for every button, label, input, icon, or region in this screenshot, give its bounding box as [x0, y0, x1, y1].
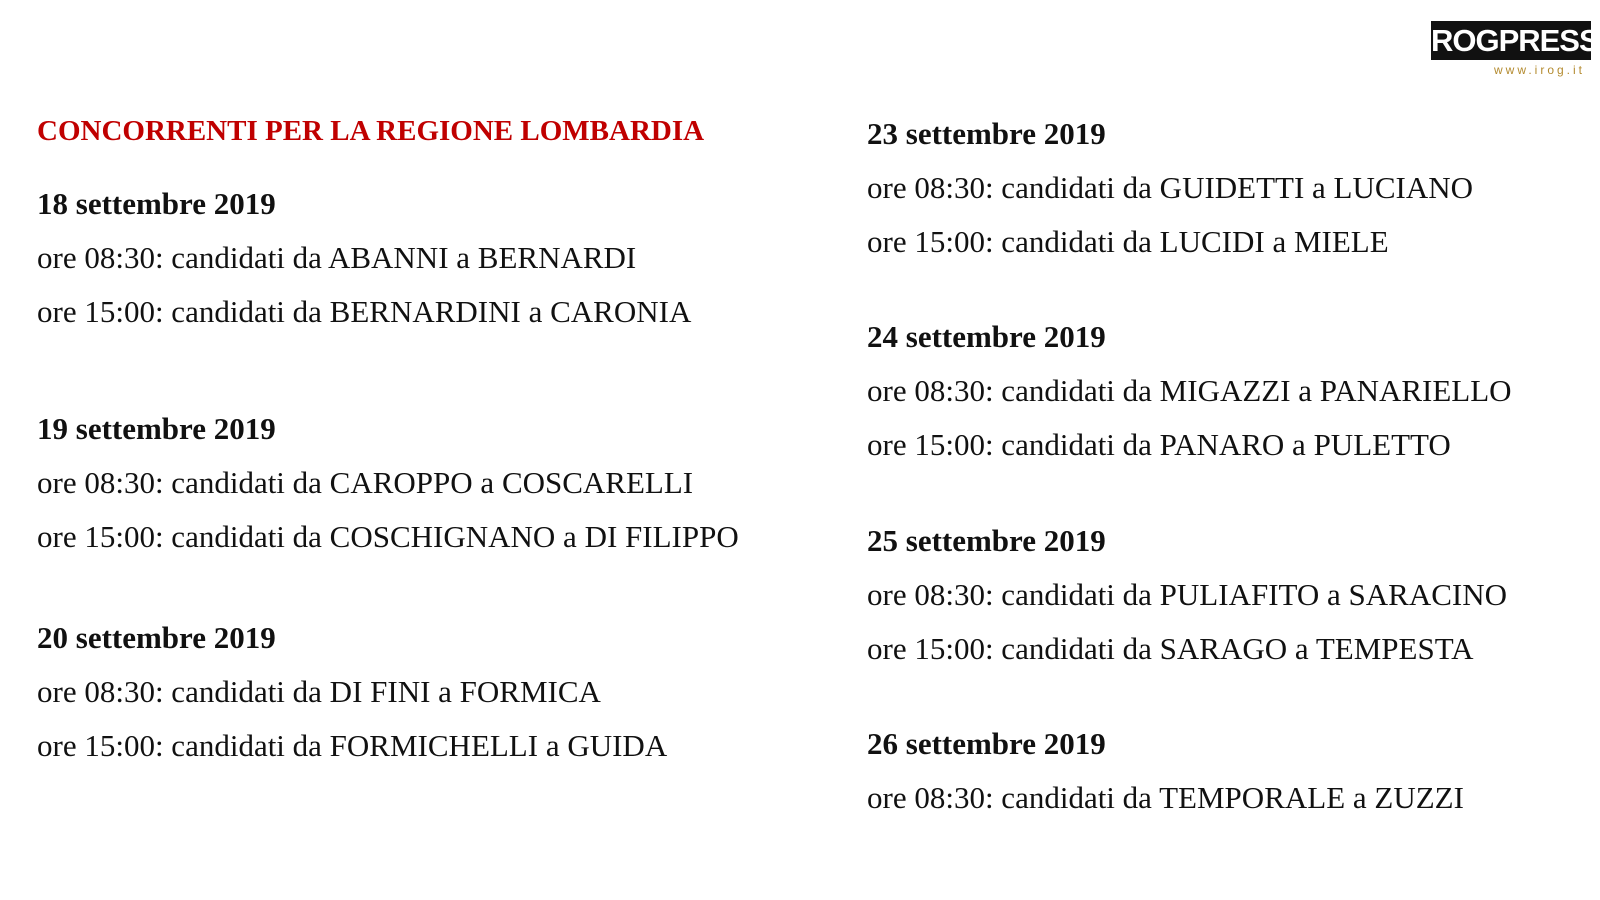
irog-press-logo	[1423, 21, 1599, 77]
logo-url: www.irog.it	[1493, 63, 1585, 77]
day-date: 19 settembre 2019	[37, 411, 276, 446]
time-slot: ore 15:00: candidati da BERNARDINI a CARONIA	[37, 294, 692, 329]
day-block	[37, 413, 739, 552]
day-date: 18 settembre 2019	[37, 186, 276, 221]
day-block	[37, 188, 691, 327]
time-slot: ore 08:30: candidati da CAROPPO a COSCARELLI	[37, 465, 694, 500]
day-block	[867, 728, 1464, 813]
time-slot: ore 15:00: candidati da LUCIDI a MIELE	[867, 224, 1389, 259]
day-date: 23 settembre 2019	[867, 116, 1106, 151]
day-block	[867, 118, 1473, 257]
time-slot: ore 08:30: candidati da TEMPORALE a ZUZZI	[867, 780, 1464, 815]
day-date: 20 settembre 2019	[37, 620, 276, 655]
day-block	[37, 622, 667, 761]
day-date: 25 settembre 2019	[867, 523, 1106, 558]
time-slot: ore 08:30: candidati da MIGAZZI a PANARIELLO	[867, 373, 1512, 408]
day-date: 24 settembre 2019	[867, 319, 1106, 354]
day-date: 26 settembre 2019	[867, 726, 1106, 761]
time-slot: ore 08:30: candidati da PULIAFITO a SARACINO	[867, 577, 1508, 612]
region-title: CONCORRENTI PER LA REGIONE LOMBARDIA	[37, 115, 705, 147]
logo-text-irog: iROG	[1423, 23, 1499, 58]
day-block	[867, 321, 1512, 460]
day-block	[867, 525, 1507, 664]
time-slot: ore 15:00: candidati da FORMICHELLI a GUIDA	[37, 728, 668, 763]
logo-text-press: PRESS	[1498, 23, 1599, 58]
time-slot: ore 15:00: candidati da PANARO a PULETTO	[867, 427, 1451, 462]
time-slot: ore 08:30: candidati da ABANNI a BERNARDI	[37, 240, 637, 275]
time-slot: ore 08:30: candidati da GUIDETTI a LUCIANO	[867, 170, 1474, 205]
time-slot: ore 15:00: candidati da COSCHIGNANO a DI FILIPPO	[37, 519, 739, 554]
logo-wordmark	[1423, 21, 1599, 60]
time-slot: ore 08:30: candidati da DI FINI a FORMICA	[37, 674, 601, 709]
time-slot: ore 15:00: candidati da SARAGO a TEMPESTA	[867, 631, 1474, 666]
